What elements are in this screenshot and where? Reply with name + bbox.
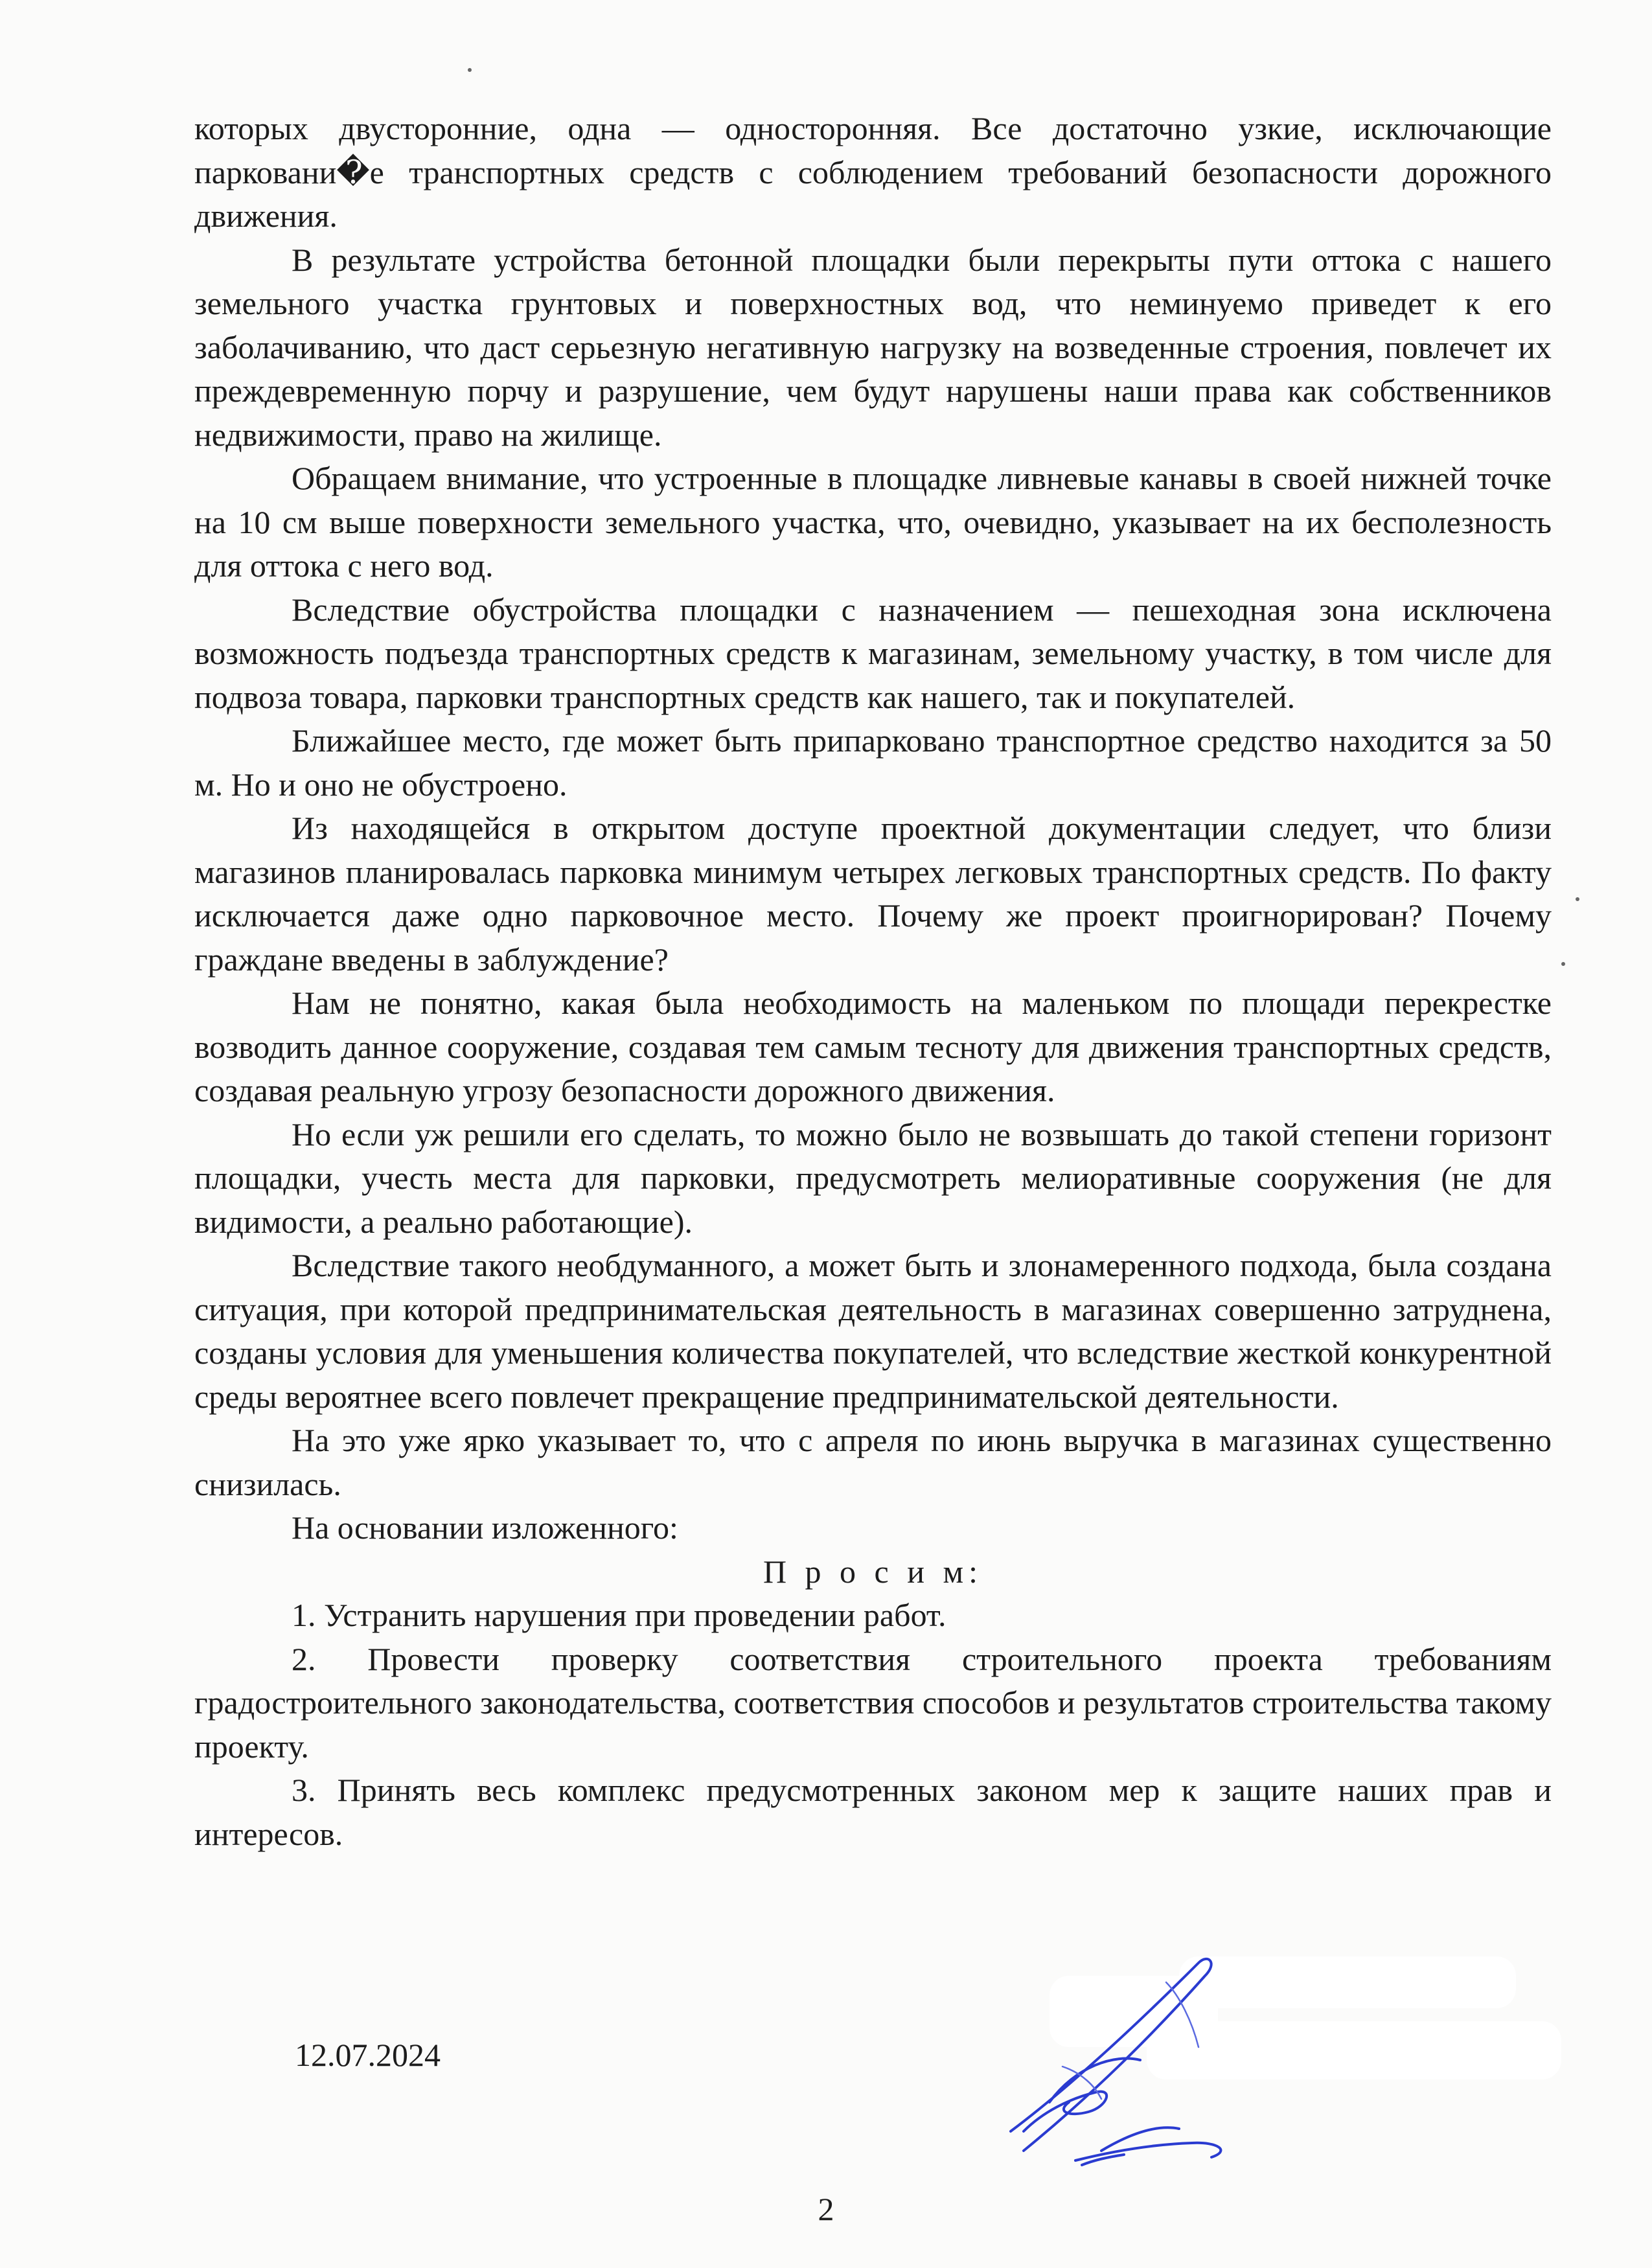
page-number: 2	[818, 2191, 834, 2227]
request-item-2: 2. Провести проверку соответствия строительного проекта требованиям градостроительного законодательства, соответствия способов и результатов строительства такому проекту.	[194, 1640, 1552, 1765]
signature-block	[985, 1937, 1568, 2170]
request-item-3: 3. Принять весь комплекс предусмотренных законом мер к защите наших прав и интересов.	[194, 1772, 1552, 1852]
document-date: 12.07.2024	[295, 2037, 441, 2073]
handwritten-signature	[985, 1937, 1568, 2170]
paragraph-continuation: которых двусторонние, одна — односторонняя. Все достаточно узкие, исключающие парковани�е транспортных средств с соблюдением требований безопасности дорожного движения.	[194, 110, 1552, 234]
paragraph-revenue: На это уже ярко указывает то, что с апреля по июнь выручка в магазинах существенно снизилась.	[194, 1422, 1552, 1502]
paragraph-project-docs: Из находящейся в открытом доступе проектной документации следует, что близи магазинов планировалась парковка минимум четырех легковых транспортных средств. По факту исключается даже одно парковочное место. Почему же проект проигнорирован? Почему граждане введены в заблуждение?	[194, 810, 1552, 978]
request-heading: П р о с и м:	[763, 1553, 983, 1590]
paragraph-nearest-parking: Ближайшее место, где может быть припарковано транспортное средство находится за 50 м. Но и оно не обустроено.	[194, 722, 1552, 803]
paragraph-drainage: В результате устройства бетонной площадки были перекрыты пути оттока с нашего земельного участка грунтовых и поверхностных вод, что неминуемо приведет к его заболачиванию, что даст серьезную негативную нагрузку на возведенные строения, повлечет их преждевременную порчу и разрушение, чем будут нарушены наши права как собственников недвижимости, право на жилище.	[194, 241, 1552, 453]
paragraph-business-impact: Вследствие такого необдуманного, а может быть и злонамеренного подхода, была создана ситуация, при которой предпринимательская деятельность в магазинах совершенно затруднена, созданы условия для уменьшения количества покупателей, что вследствие жесткой конкурентной среды вероятнее всего повлечет прекращение предпринимательской деятельности.	[194, 1247, 1552, 1415]
scan-speck	[1561, 962, 1565, 966]
scan-speck	[468, 68, 472, 72]
scan-speck	[1576, 897, 1579, 901]
paragraph-storm-ditches: Обращаем внимание, что устроенные в площадке ливневые канавы в своей нижней точке на 10 см выше поверхности земельного участка, что, очевидно, указывает на их бесполезность для оттока с него вод.	[194, 460, 1552, 584]
paragraph-alternatives: Но если уж решили его сделать, то можно было не возвышать до такой степени горизонт площадки, учесть места для парковки, предусмотреть мелиоративные сооружения (не для видимости, а реально работающие).	[194, 1116, 1552, 1240]
request-item-1: 1. Устранить нарушения при проведении работ.	[292, 1597, 946, 1633]
paragraph-grounds: На основании изложенного:	[292, 1509, 678, 1546]
paragraph-necessity: Нам не понятно, какая была необходимость на маленьком по площади перекрестке возводить данное сооружение, создавая тем самым тесноту для движения транспортных средств, создавая реальную угрозу безопасности дорожного движения.	[194, 985, 1552, 1108]
paragraph-pedestrian-zone: Вследствие обустройства площадки с назначением — пешеходная зона исключена возможность подъезда транспортных средств к магазинам, земельному участку, в том числе для подвоза товара, парковки транспортных средств как нашего, так и покупателей.	[194, 591, 1552, 715]
letter-body	[194, 107, 1552, 1856]
